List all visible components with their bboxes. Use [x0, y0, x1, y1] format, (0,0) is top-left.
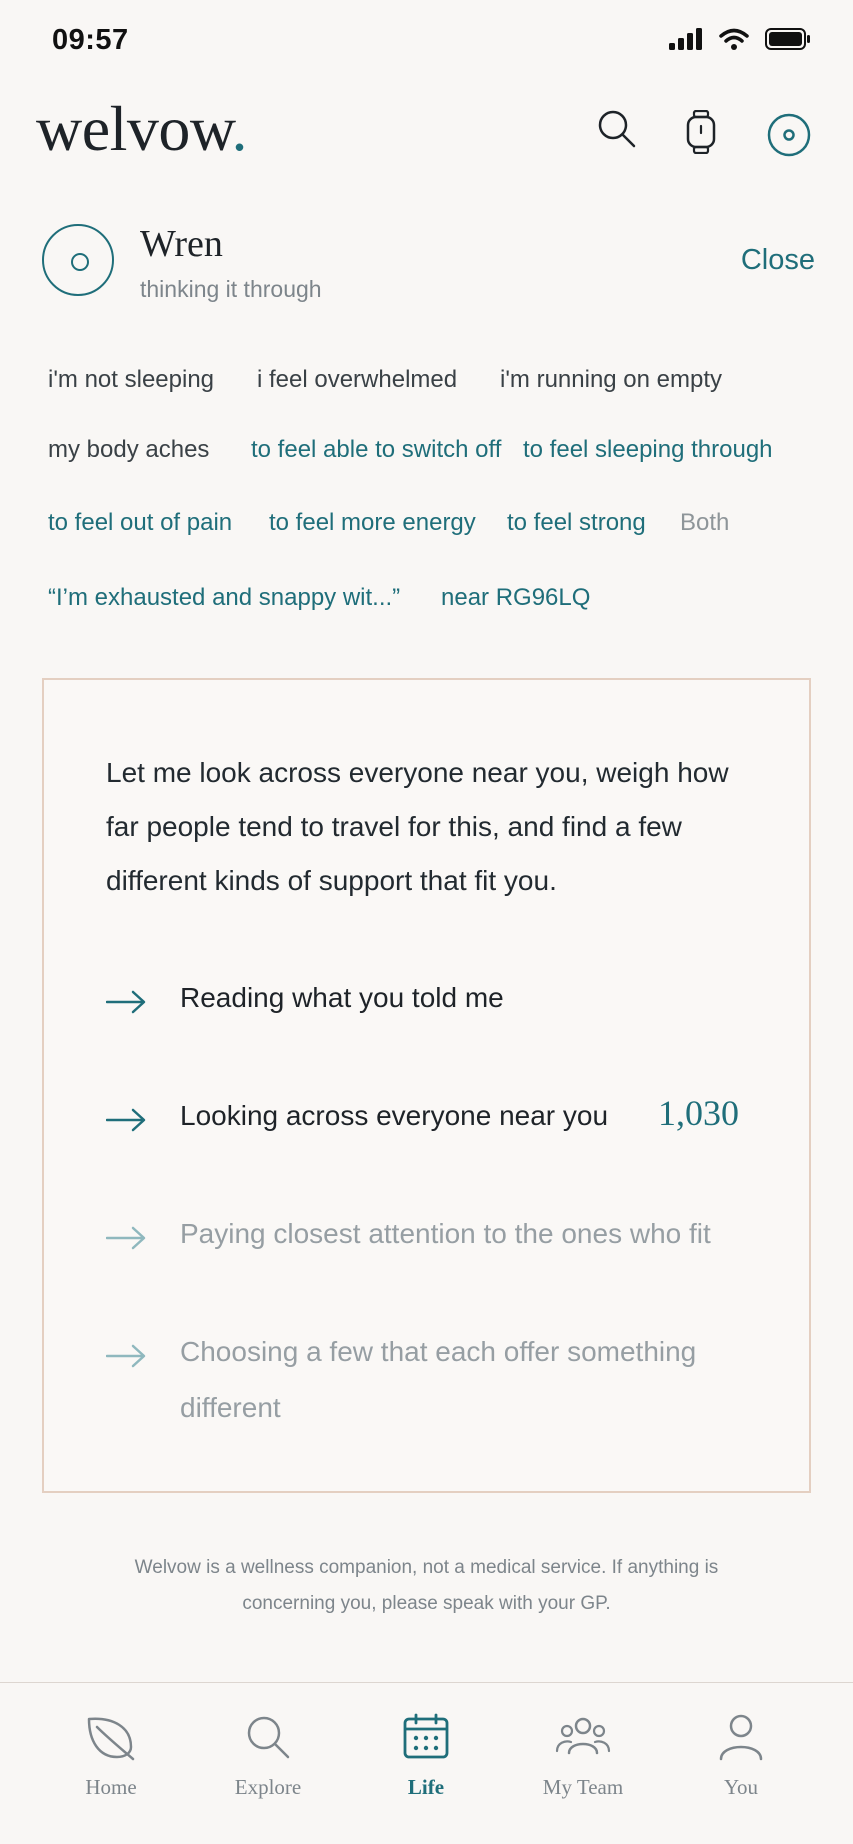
step-label: Looking across everyone near you — [180, 1100, 609, 1131]
step-label: Reading what you told me — [180, 982, 504, 1013]
signal-icon — [669, 28, 703, 50]
close-button[interactable]: Close — [740, 244, 815, 276]
progress-card — [42, 678, 811, 1493]
tab-home[interactable]: Home — [41, 1713, 181, 1800]
step-looking — [106, 1100, 608, 1144]
status-time: 09:57 — [52, 24, 129, 56]
tab-explore[interactable]: Explore — [198, 1713, 338, 1800]
arrow-right-icon — [106, 1226, 146, 1250]
chip-sleeping-through[interactable]: to feel sleeping through — [523, 436, 773, 463]
arrow-right-icon — [106, 1344, 146, 1368]
team-icon — [555, 1713, 611, 1761]
card-intro: Let me look across everyone near you, weigh how far people tend to travel for this, and find a few different kinds of support that fit you. — [106, 757, 729, 896]
chip-body-aches[interactable]: my body aches — [48, 436, 210, 463]
battery-icon — [765, 28, 811, 50]
step-label: Choosing a few that each offer something different — [180, 1336, 697, 1423]
step-choosing — [106, 1336, 726, 1436]
leaf-icon — [85, 1713, 137, 1761]
chip-both[interactable]: Both — [680, 509, 730, 536]
chip-running-on-empty[interactable]: i'm running on empty — [500, 366, 723, 393]
step-label: Paying closest attention to the ones who fit — [180, 1218, 711, 1249]
tab-life[interactable]: Life — [356, 1713, 496, 1800]
tab-my-team[interactable]: My Team — [513, 1713, 653, 1800]
search-icon[interactable] — [596, 108, 638, 150]
assistant-status: thinking it through — [140, 276, 322, 302]
search-icon — [244, 1713, 292, 1761]
chip-feel-strong[interactable]: to feel strong — [507, 509, 646, 536]
status-icons — [669, 28, 811, 50]
watch-icon[interactable] — [686, 110, 716, 154]
disclaimer: Welvow is a wellness companion, not a medical service. If anything is concerning you, please speak with your GP. — [134, 1557, 719, 1614]
chip-out-of-pain[interactable]: to feel out of pain — [48, 509, 233, 536]
people-count: 1,030 — [658, 1093, 739, 1133]
tab-bar — [0, 1682, 853, 1844]
chip-overwhelmed[interactable]: i feel overwhelmed — [257, 366, 458, 393]
assistant-name: Wren — [140, 223, 223, 265]
step-reading — [106, 982, 504, 1026]
arrow-right-icon — [106, 990, 146, 1014]
calendar-icon — [402, 1713, 450, 1761]
tab-you[interactable]: You — [671, 1713, 811, 1800]
chip-more-energy[interactable]: to feel more energy — [269, 509, 476, 536]
wren-avatar — [42, 224, 114, 296]
app-logo: welvow. — [36, 93, 247, 164]
arrow-right-icon — [106, 1108, 146, 1132]
wren-assistant-icon[interactable] — [766, 112, 812, 158]
step-paying-attention — [106, 1218, 711, 1262]
chip-not-sleeping[interactable]: i'm not sleeping — [48, 366, 215, 393]
chip-quote[interactable]: “I’m exhausted and snappy wit...” — [48, 584, 401, 611]
wifi-icon — [719, 28, 749, 50]
chip-location[interactable]: near RG96LQ — [441, 584, 591, 611]
person-icon — [717, 1713, 765, 1761]
chip-switch-off[interactable]: to feel able to switch off — [251, 436, 502, 463]
